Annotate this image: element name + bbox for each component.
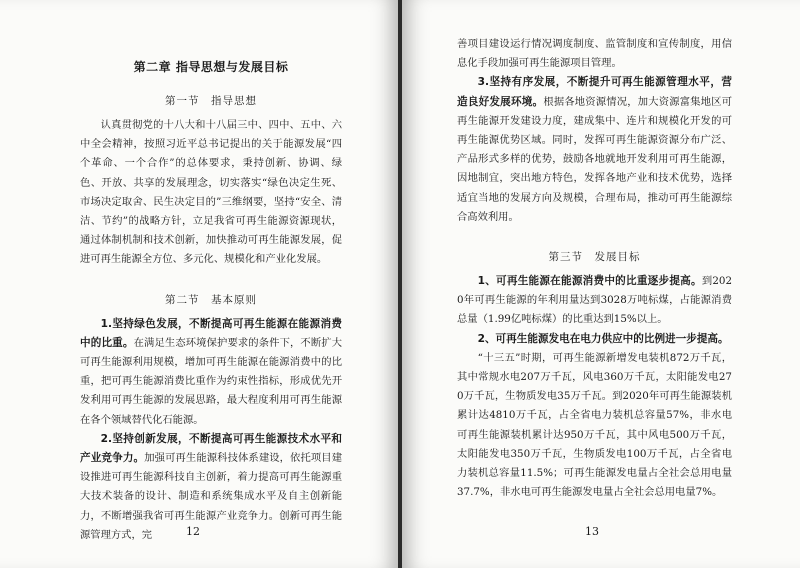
principle3-body: 根据各地资源情况，加大资源富集地区可再生能源开发建设力度，建成集中、连片和规模化开发的可再生能源优势区域。同时，发挥可再生能源资源分布广泛、产品形式多样的优势，鼓励各地就地开发利用可再生能源，因地制宜，突出地方特色，发挥各地产业和技术优势，选择适宜当地的发展方向及规模，合理布局，推动可再生能源综合高效利用。 (457, 95, 733, 223)
principle1-heading: 1.坚持绿色发展，不断提高可再生能源在能源消费中的比重。 (80, 317, 342, 349)
goal2-body-part1: “十三五”时期，可再生能源新增发电装机872万千瓦，其中常规水电207万千瓦，风电360万千瓦，太阳能发电270万千瓦，生物质发电35万千瓦。到2020年可再生能源装机累计达4810万千瓦，占全省电力装机总容量57%，非水电可再生能源装机累计达950万千瓦，其中风电500万千瓦，太阳能发电350万千瓦，生物质发电100万千瓦，占全省电力装机总容量11.5%； (457, 351, 732, 480)
goal2-detail-paragraph (457, 349, 732, 503)
left-page-content (80, 58, 342, 545)
chapter-title: 第二章 指导思想与发展目标 (133, 60, 289, 74)
principle3-paragraph (457, 73, 732, 227)
page-number-right: 13 (585, 525, 599, 538)
section1-title: 第一节 指导思想 (165, 95, 257, 107)
section2-title: 第二节 基本原则 (165, 293, 257, 306)
goal1-heading: 1、可再生能源在能源消费中的比重逐步提高。 (477, 275, 702, 288)
left-page (0, 0, 398, 568)
goal2-paragraph (457, 330, 732, 349)
section3-title: 第三节 发展目标 (548, 251, 641, 264)
goal2-heading: 2、可再生能源发电在电力供应中的比例进一步提高。 (477, 332, 729, 345)
principle1-paragraph (80, 315, 342, 430)
principle2-body: 加强可再生能源科技体系建设，依托项目建设推进可再生能源科技自主创新，着力提高可再生能源重大技术装备的设计、制造和系统集成水平及自主创新能力，不断增强我省可再生能源产业竞争力。创新可再生能源管理方式，完 (80, 452, 343, 541)
continued-paragraph: 善项目建设运行情况调度制度、监管制度和宣传制度，用信息化手段加强可再生能源项目管理。 (457, 38, 732, 70)
goal1-body: 到2020年可再生能源的年利用量达到3028万吨标煤，占能源消费总量（1.99亿吨标煤）的比重达到15%以上。 (457, 275, 732, 326)
principle2-paragraph (80, 430, 342, 545)
goal2-body-part2: 可再生能源发电量占全社会总用电量37.7%，非水电可再生能源发电量占全社会总用电量7%。 (457, 467, 732, 499)
principle1-body: 在满足生态环境保护要求的条件下，不断扩大可再生能源利用规模，增加可再生能源在能源消费中的比重，把可再生能源消费比重作为约束性指标，形成优先开发利用可再生能源的发展思路，最大程度利用可再生能源在各个领域替代化石能源。 (80, 336, 343, 426)
goal1-paragraph (457, 272, 732, 330)
right-page-content (457, 35, 732, 502)
page-number-left: 12 (186, 525, 200, 538)
guiding-thought-paragraph: 认真贯彻党的十八大和十八届三中、四中、五中、六中全会精神，按照习近平总书记提出的关于能源发展“四个革命、一个合作”的总体要求，秉持创新、协调、绿色、开放、共享的发展理念，切实落实“绿色决定生死、市场决定取舍、民生决定目的”三维纲要，坚持“安全、清洁、节约”的战略方针，立足我省可再生能源资源现状，通过体制机制和技术创新，加快推动可再生能源发展，促进可再生能源全方位、多元化、规模化和产业化发展。 (80, 119, 342, 266)
principle2-heading: 2.坚持创新发展，不断提高可再生能源技术水平和产业竞争力。 (80, 432, 342, 465)
principle3-heading: 3.坚持有序发展，不断提升可再生能源管理水平，营造良好发展环境。 (457, 76, 732, 108)
right-page (402, 0, 800, 568)
